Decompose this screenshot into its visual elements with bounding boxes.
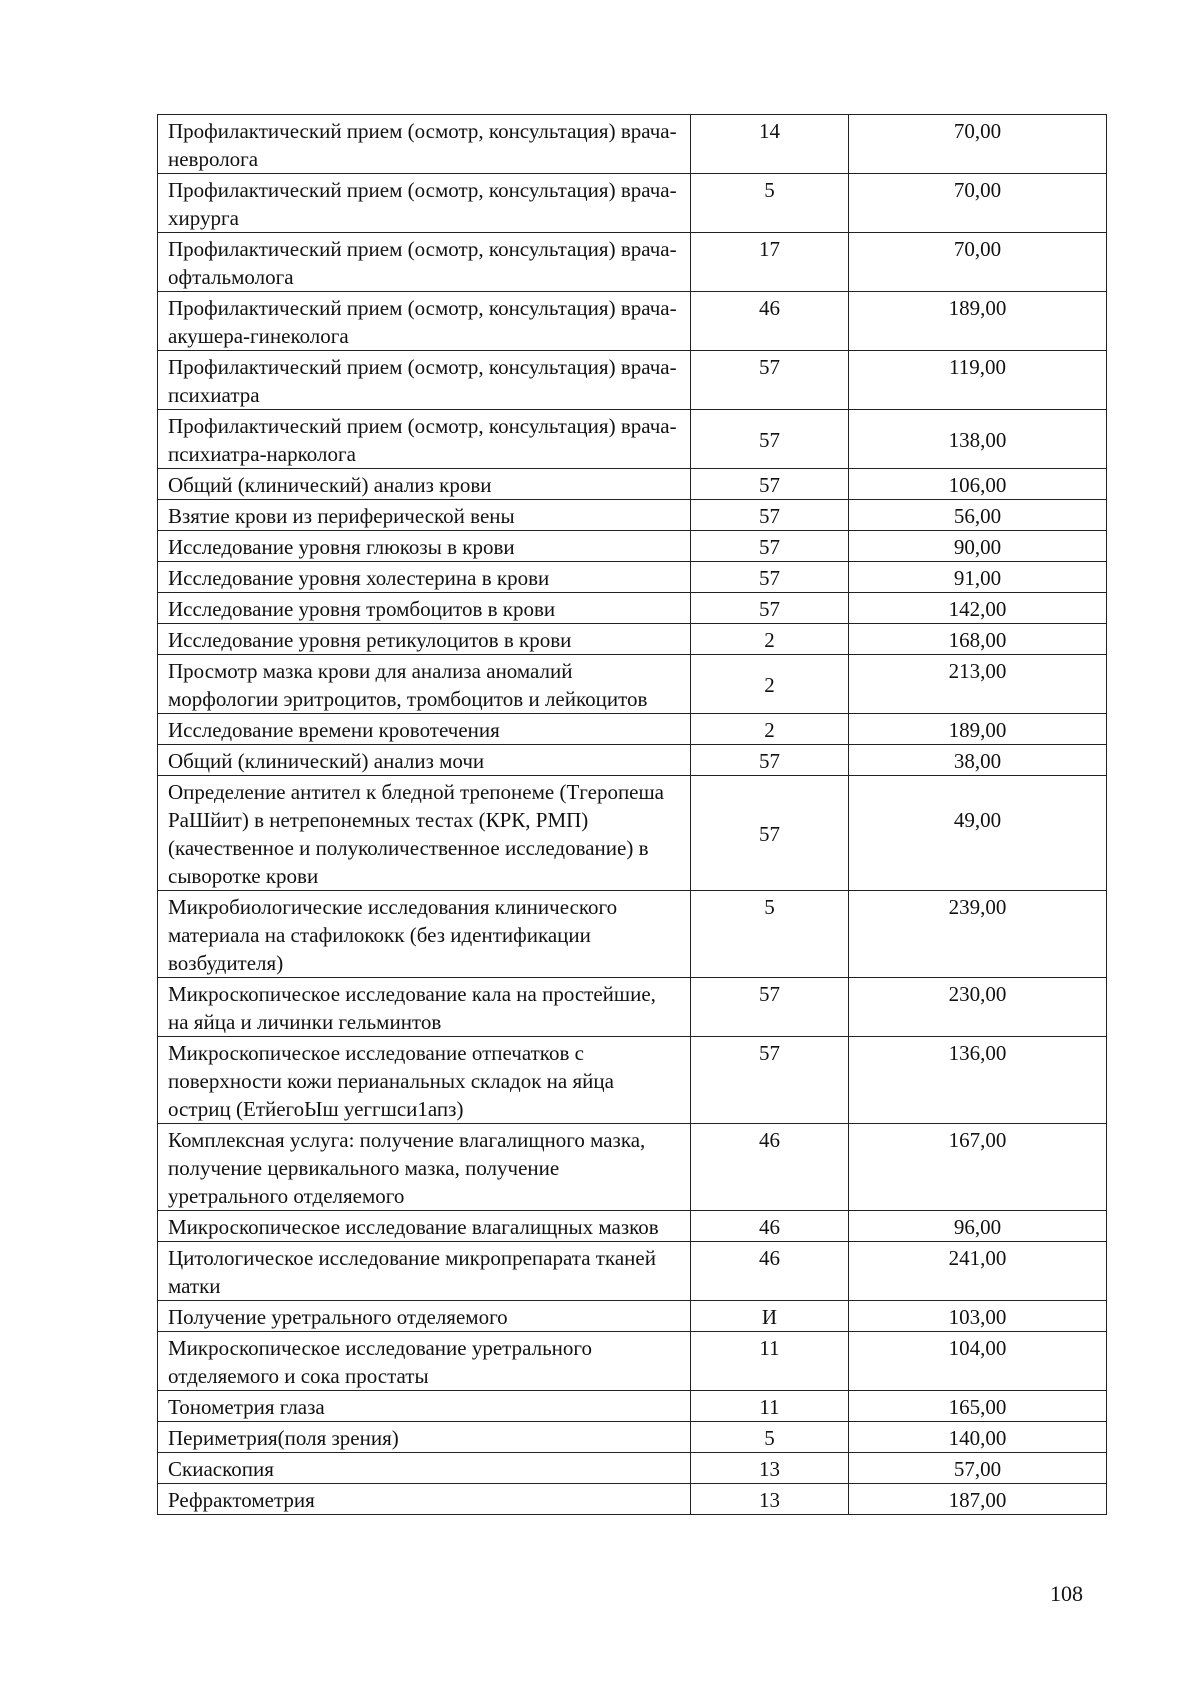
service-name-cell: Исследование времени кровотечения: [158, 714, 691, 745]
service-name-cell: Общий (клинический) анализ мочи: [158, 745, 691, 776]
service-name-cell: Скиаскопия: [158, 1453, 691, 1484]
price-cell: 70,00: [849, 174, 1107, 233]
quantity-cell: 46: [691, 1242, 849, 1301]
quantity-cell: 46: [691, 292, 849, 351]
price-cell: 56,00: [849, 500, 1107, 531]
price-cell: 168,00: [849, 624, 1107, 655]
table-row: [158, 714, 1107, 745]
price-cell: 167,00: [849, 1124, 1107, 1211]
service-name-cell: Цитологическое исследование микропрепарата тканей матки: [158, 1242, 691, 1301]
service-name-cell: Профилактический прием (осмотр, консультация) врача- психиатра: [158, 351, 691, 410]
service-name-cell: Исследование уровня глюкозы в крови: [158, 531, 691, 562]
price-cell: 189,00: [849, 292, 1107, 351]
price-cell: 38,00: [849, 745, 1107, 776]
service-name-cell: Получение уретрального отделяемого: [158, 1301, 691, 1332]
quantity-cell: 2: [691, 714, 849, 745]
table-row: [158, 1124, 1107, 1211]
quantity-cell: 57: [691, 500, 849, 531]
quantity-cell: 57: [691, 351, 849, 410]
table-row: [158, 1453, 1107, 1484]
quantity-cell: 2: [691, 624, 849, 655]
price-cell: 90,00: [849, 531, 1107, 562]
quantity-cell: 13: [691, 1484, 849, 1515]
table-row: [158, 655, 1107, 714]
service-name-cell: Исследование уровня тромбоцитов в крови: [158, 593, 691, 624]
page-number: 108: [1050, 1581, 1083, 1606]
table-row: [158, 174, 1107, 233]
quantity-cell: 11: [691, 1391, 849, 1422]
quantity-cell: 11: [691, 1332, 849, 1391]
service-name-cell: Профилактический прием (осмотр, консультация) врача- акушера-гинеколога: [158, 292, 691, 351]
table-row: [158, 1332, 1107, 1391]
table-row: [158, 233, 1107, 292]
service-name-cell: Профилактический прием (осмотр, консультация) врача- хирурга: [158, 174, 691, 233]
table-row: [158, 1391, 1107, 1422]
price-cell: 136,00: [849, 1037, 1107, 1124]
table-row: [158, 292, 1107, 351]
service-name-cell: Микроскопическое исследование уретрального отделяемого и сока простаты: [158, 1332, 691, 1391]
quantity-cell: 13: [691, 1453, 849, 1484]
service-name-cell: Исследование уровня ретикулоцитов в крови: [158, 624, 691, 655]
quantity-cell: 57: [691, 469, 849, 500]
quantity-cell: 5: [691, 891, 849, 978]
table-row: [158, 1242, 1107, 1301]
service-name-cell: Микроскопическое исследование кала на простейшие, на яйца и личинки гельминтов: [158, 978, 691, 1037]
quantity-cell: 57: [691, 593, 849, 624]
quantity-cell: 57: [691, 978, 849, 1037]
price-cell: 140,00: [849, 1422, 1107, 1453]
quantity-cell: 5: [691, 174, 849, 233]
price-cell: 187,00: [849, 1484, 1107, 1515]
table-row: [158, 115, 1107, 174]
price-cell: 70,00: [849, 115, 1107, 174]
table-row: [158, 351, 1107, 410]
service-name-cell: Микробиологические исследования клинического материала на стафилококк (без идентификации возбудителя): [158, 891, 691, 978]
table-row: [158, 624, 1107, 655]
service-name-cell: Профилактический прием (осмотр, консультация) врача- психиатра-нарколога: [158, 410, 691, 469]
quantity-cell: 57: [691, 776, 849, 891]
service-name-cell: Исследование уровня холестерина в крови: [158, 562, 691, 593]
services-table-body: [158, 115, 1107, 1515]
price-cell: 96,00: [849, 1211, 1107, 1242]
price-cell: 49,00: [849, 776, 1107, 891]
service-name-cell: Профилактический прием (осмотр, консультация) врача- офтальмолога: [158, 233, 691, 292]
table-row: [158, 593, 1107, 624]
service-name-cell: Микроскопическое исследование отпечатков с поверхности кожи перианальных складок на яйца остриц (ЕтйегоЫш уеггшси1апз): [158, 1037, 691, 1124]
price-cell: 91,00: [849, 562, 1107, 593]
price-cell: 239,00: [849, 891, 1107, 978]
quantity-cell: 46: [691, 1211, 849, 1242]
price-cell: 213,00: [849, 655, 1107, 714]
service-name-cell: Общий (клинический) анализ крови: [158, 469, 691, 500]
price-cell: 230,00: [849, 978, 1107, 1037]
price-cell: 165,00: [849, 1391, 1107, 1422]
table-row: [158, 1211, 1107, 1242]
service-name-cell: Периметрия(поля зрения): [158, 1422, 691, 1453]
service-name-cell: Взятие крови из периферической вены: [158, 500, 691, 531]
price-cell: 57,00: [849, 1453, 1107, 1484]
quantity-cell: 57: [691, 1037, 849, 1124]
price-cell: 189,00: [849, 714, 1107, 745]
table-row: [158, 562, 1107, 593]
quantity-cell: И: [691, 1301, 849, 1332]
table-row: [158, 745, 1107, 776]
quantity-cell: 17: [691, 233, 849, 292]
service-name-cell: Тонометрия глаза: [158, 1391, 691, 1422]
service-name-cell: Микроскопическое исследование влагалищных мазков: [158, 1211, 691, 1242]
price-cell: 119,00: [849, 351, 1107, 410]
table-row: [158, 469, 1107, 500]
quantity-cell: 2: [691, 655, 849, 714]
quantity-cell: 14: [691, 115, 849, 174]
table-row: [158, 1484, 1107, 1515]
price-cell: 103,00: [849, 1301, 1107, 1332]
table-row: [158, 978, 1107, 1037]
price-cell: 138,00: [849, 410, 1107, 469]
price-cell: 104,00: [849, 1332, 1107, 1391]
table-row: [158, 891, 1107, 978]
table-row: [158, 1301, 1107, 1332]
price-cell: 70,00: [849, 233, 1107, 292]
table-row: [158, 410, 1107, 469]
table-row: [158, 776, 1107, 891]
table-row: [158, 500, 1107, 531]
price-cell: 106,00: [849, 469, 1107, 500]
service-name-cell: Просмотр мазка крови для анализа аномалий морфологии эритроцитов, тромбоцитов и лейкоцитов: [158, 655, 691, 714]
quantity-cell: 57: [691, 531, 849, 562]
table-row: [158, 1037, 1107, 1124]
service-name-cell: Рефрактометрия: [158, 1484, 691, 1515]
price-cell: 241,00: [849, 1242, 1107, 1301]
table-row: [158, 1422, 1107, 1453]
service-name-cell: Профилактический прием (осмотр, консультация) врача- невролога: [158, 115, 691, 174]
service-name-cell: Комплексная услуга: получение влагалищного мазка, получение цервикального мазка, получение уретрального отделяемого: [158, 1124, 691, 1211]
services-table: [157, 114, 1107, 1515]
quantity-cell: 5: [691, 1422, 849, 1453]
quantity-cell: 57: [691, 562, 849, 593]
quantity-cell: 57: [691, 745, 849, 776]
price-cell: 142,00: [849, 593, 1107, 624]
quantity-cell: 57: [691, 410, 849, 469]
quantity-cell: 46: [691, 1124, 849, 1211]
service-name-cell: Определение антител к бледной трепонеме (Тгеропеша РаШйит) в нетрепонемных тестах (КРК, РМП) (качественное и полуколичественное исследование) в сыворотке крови: [158, 776, 691, 891]
table-row: [158, 531, 1107, 562]
